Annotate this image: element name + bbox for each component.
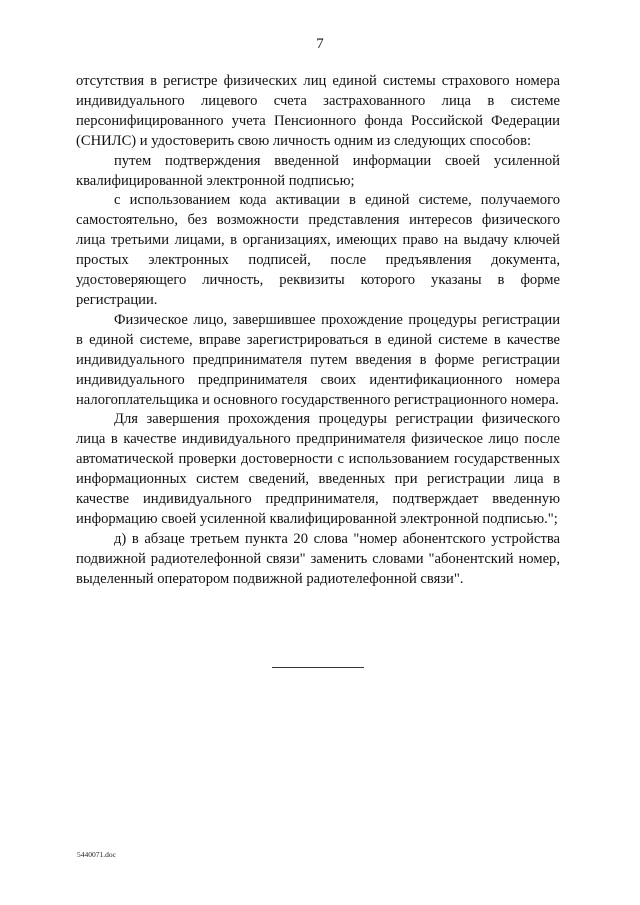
- page-number: 7: [316, 36, 324, 52]
- document-body: [76, 72, 560, 590]
- paragraph-entrepreneur-registration: Физическое лицо, завершившее прохождение процедуры регистрации в единой системе, вправе зарегистрироваться в единой системе в качестве индивидуального предпринимателя путем введения в форме регистрации индивидуального предпринимателя своих идентификационного номера налогоплательщика и основного государственного регистрационного номера.: [76, 311, 560, 408]
- paragraph-method-activation-code: с использованием кода активации в единой системе, получаемого самостоятельно, без возможности представления интересов физического лица третьими лицами, в организациях, имеющих право на выдачу ключей простых электронных подписей, после предъявления документа, удостоверяющего личность, реквизиты которого указаны в форме регистрации.: [76, 192, 560, 308]
- end-separator-line: [272, 667, 364, 668]
- paragraph-continuation: отсутствия в регистре физических лиц единой системы страхового номера индивидуального лицевого счета застрахованного лица в системе персонифицированного учета Пенсионного фонда Российской Федерации (СНИЛС) и удостоверить свою личность одним из следующих способов:: [76, 73, 560, 149]
- footer-file-name: 5440071.doc: [77, 850, 116, 859]
- paragraph-amendment-d: д) в абзаце третьем пункта 20 слова "номер абонентского устройства подвижной радиотелефонной связи" заменить словами "абонентский номер, выделенный оператором подвижной радиотелефонной связи".: [76, 530, 560, 587]
- paragraph-method-signature: путем подтверждения введенной информации своей усиленной квалифицированной электронной подписью;: [76, 152, 560, 189]
- paragraph-registration-completion: Для завершения прохождения процедуры регистрации физического лица в качестве индивидуального предпринимателя физическое лицо после автоматической проверки достоверности с использованием государственных информационных систем сведений, введенных при регистрации лица в качестве индивидуального предпринимателя, подтверждает введенную информацию своей усиленной квалифицированной электронной подписью.";: [76, 411, 560, 527]
